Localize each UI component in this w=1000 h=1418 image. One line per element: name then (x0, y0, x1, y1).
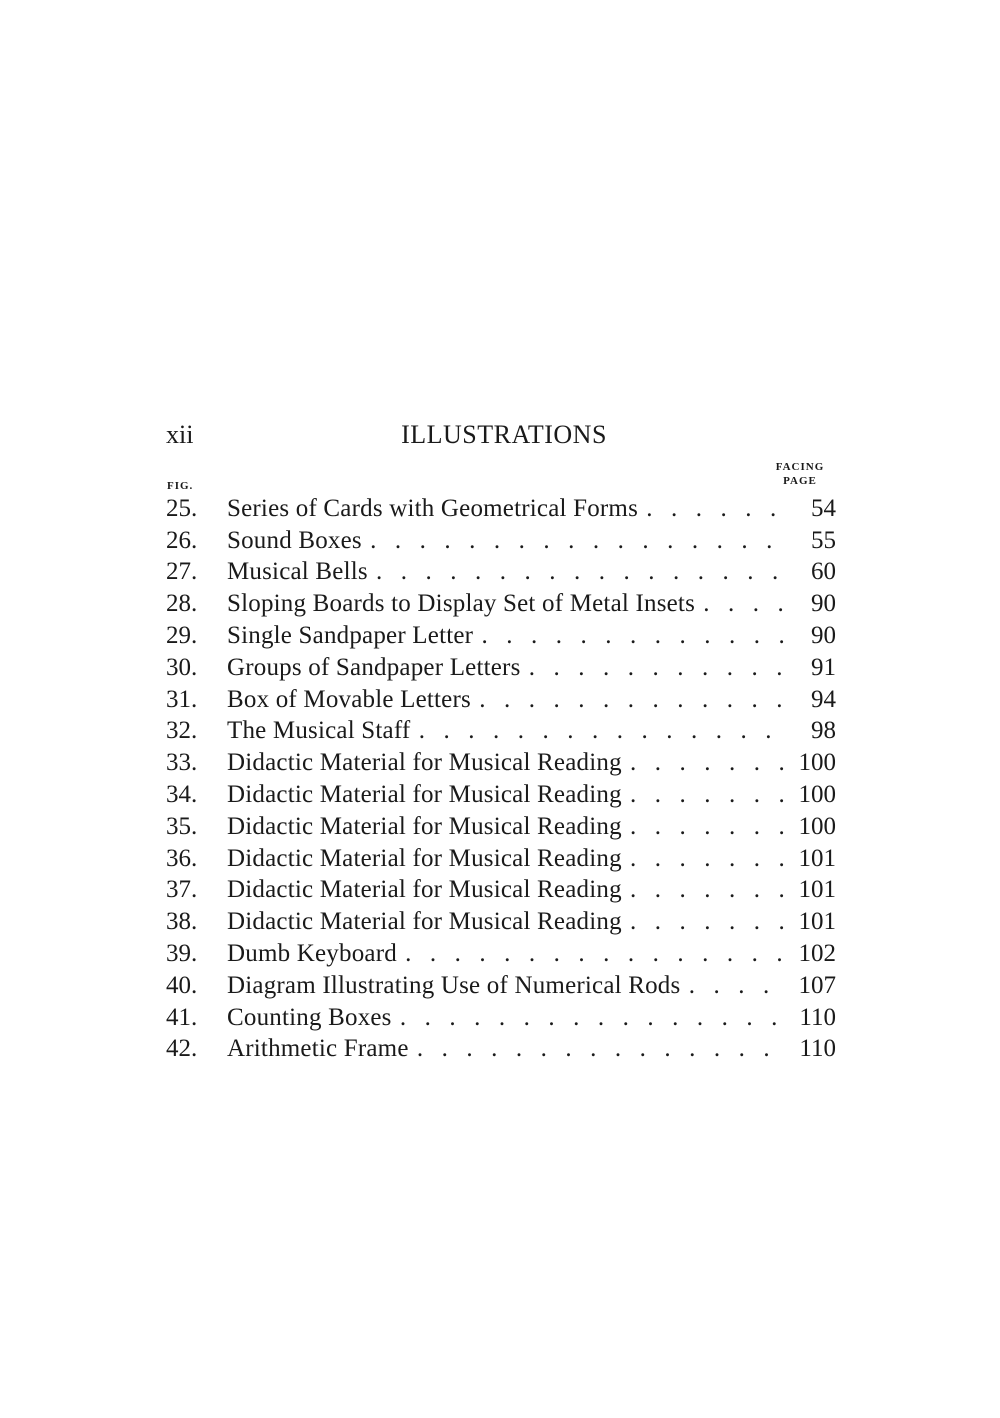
page-number: xii (166, 420, 194, 449)
figure-number: 30. (166, 653, 198, 681)
list-item (166, 493, 836, 525)
figure-number: 25. (166, 494, 198, 522)
facing-page-number: 101 (798, 844, 836, 872)
list-item (166, 684, 836, 716)
figure-number: 29. (166, 622, 198, 650)
list-item (166, 779, 836, 811)
facing-page-number: 102 (798, 940, 836, 968)
list-item (166, 652, 836, 684)
facing-page-number: 90 (811, 590, 836, 618)
figure-title: Groups of Sandpaper Letters . . (227, 654, 788, 682)
figure-title: Counting Boxes . . (227, 1004, 788, 1032)
figure-title: Diagram Illustrating Use of Numerical Rods . . (227, 972, 788, 1000)
figure-number: 40. (166, 971, 198, 999)
facing-page-number: 100 (798, 749, 836, 777)
figure-title: Box of Movable Letters . . (227, 686, 788, 714)
illustrations-list (166, 493, 836, 1065)
figure-number: 39. (166, 940, 198, 968)
facing-page-number: 54 (811, 494, 836, 522)
running-head: ILLUSTRATIONS (401, 420, 607, 449)
list-item (166, 970, 836, 1002)
figure-title: Didactic Material for Musical Reading . . (227, 845, 788, 873)
list-item (166, 620, 836, 652)
figure-title: The Musical Staff . . (227, 717, 788, 745)
facing-page-number: 110 (799, 1035, 836, 1063)
list-item (166, 843, 836, 875)
list-item (166, 1034, 836, 1066)
list-item (166, 1002, 836, 1034)
figure-number: 41. (166, 1003, 198, 1031)
figure-number: 36. (166, 844, 198, 872)
list-item (166, 906, 836, 938)
facing-page-number: 100 (798, 812, 836, 840)
facing-page-number: 107 (798, 971, 836, 999)
figure-number: 31. (166, 685, 198, 713)
figure-title: Series of Cards with Geometrical Forms . . (227, 495, 788, 523)
facing-page-number: 101 (798, 908, 836, 936)
fig-column-heading: FIG. (167, 480, 194, 492)
figure-number: 34. (166, 781, 198, 809)
facing-page-number: 100 (798, 781, 836, 809)
facing-page-column-heading (760, 460, 840, 488)
figure-number: 35. (166, 812, 198, 840)
figure-title: Musical Bells . . (227, 558, 788, 586)
figure-title: Didactic Material for Musical Reading . . (227, 876, 788, 904)
list-item (166, 557, 836, 589)
facing-heading-line: FACING (775, 461, 825, 473)
facing-page-number: 98 (811, 717, 836, 745)
figure-title: Didactic Material for Musical Reading . . (227, 813, 788, 841)
figure-title: Single Sandpaper Letter . . (227, 622, 788, 650)
facing-page-number: 94 (811, 685, 836, 713)
list-item (166, 716, 836, 748)
figure-number: 38. (166, 908, 198, 936)
figure-title: Sloping Boards to Display Set of Metal Insets . . (227, 590, 788, 618)
list-item (166, 811, 836, 843)
figure-title: Dumb Keyboard . . (227, 940, 788, 968)
facing-page-number: 91 (811, 653, 836, 681)
facing-page-number: 101 (798, 876, 836, 904)
figure-number: 28. (166, 590, 198, 618)
figure-number: 27. (166, 558, 198, 586)
list-item (166, 938, 836, 970)
figure-title: Didactic Material for Musical Reading . . (227, 781, 788, 809)
page-heading-line: PAGE (783, 475, 817, 487)
figure-number: 32. (166, 717, 198, 745)
figure-number: 37. (166, 876, 198, 904)
figure-number: 33. (166, 749, 198, 777)
figure-title: Arithmetic Frame . . (227, 1035, 788, 1063)
figure-title: Sound Boxes . . (227, 527, 788, 555)
figure-number: 26. (166, 526, 198, 554)
facing-page-number: 90 (811, 622, 836, 650)
facing-page-number: 110 (799, 1003, 836, 1031)
figure-title: Didactic Material for Musical Reading . . (227, 749, 788, 777)
facing-page-number: 60 (811, 558, 836, 586)
figure-number: 42. (166, 1035, 198, 1063)
list-item (166, 875, 836, 907)
list-item (166, 747, 836, 779)
facing-page-number: 55 (811, 526, 836, 554)
figure-title: Didactic Material for Musical Reading . . (227, 908, 788, 936)
list-item (166, 588, 836, 620)
list-item (166, 525, 836, 557)
